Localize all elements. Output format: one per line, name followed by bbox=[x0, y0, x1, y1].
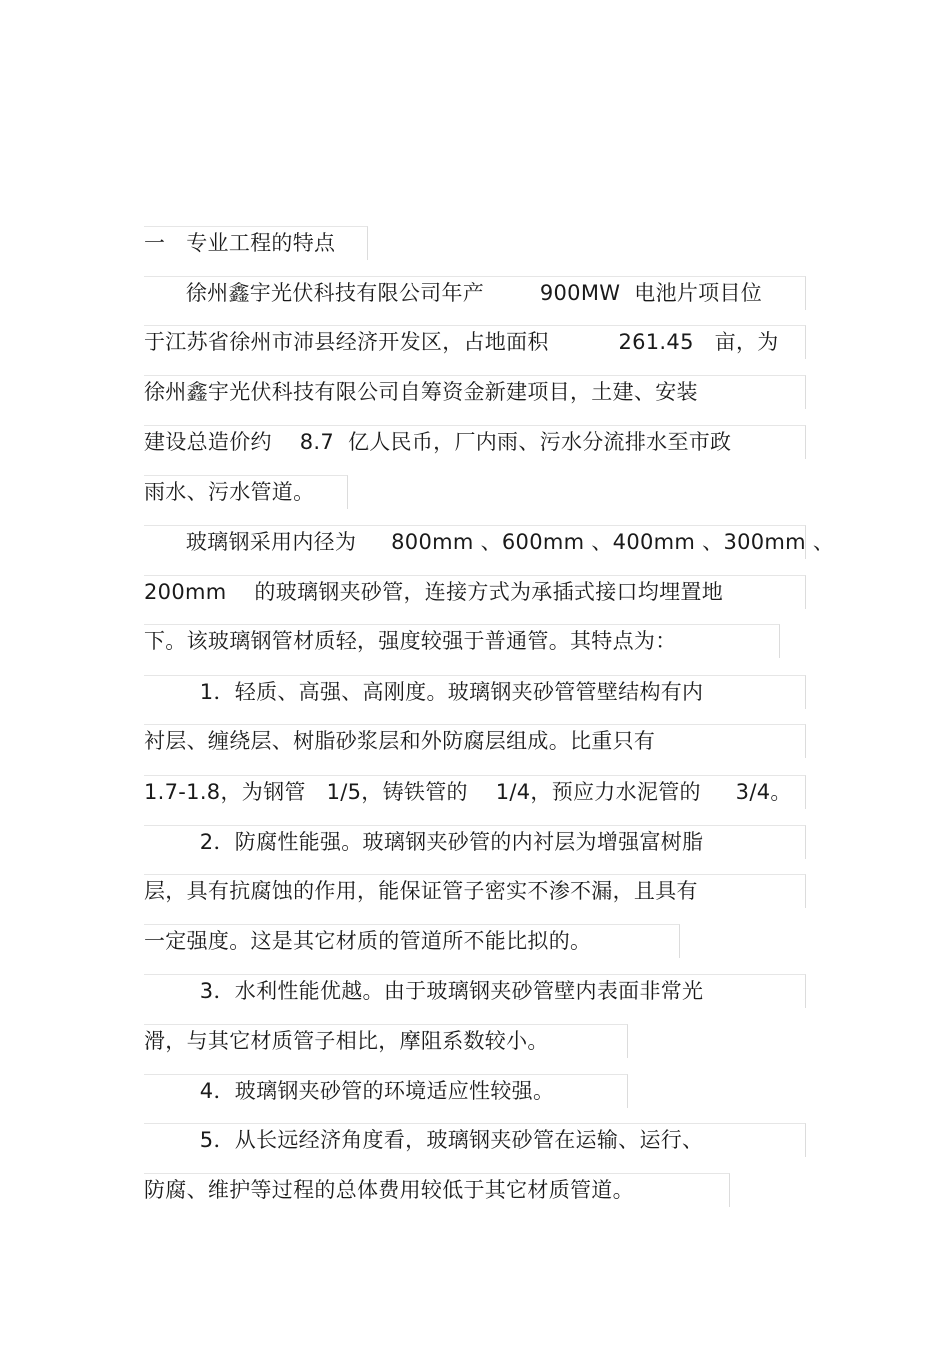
paragraph-line: 徐州鑫宇光伏科技有限公司自筹资金新建项目，土建、安装 bbox=[144, 380, 698, 404]
list-item-line: 4．玻璃钢夹砂管的环境适应性较强。 bbox=[144, 1079, 555, 1103]
paragraph-line: 雨水、污水管道。 bbox=[144, 480, 315, 504]
list-item-line: 5．从长远经济角度看，玻璃钢夹砂管在运输、运行、 bbox=[144, 1128, 704, 1152]
paragraph-line: 于江苏省徐州市沛县经济开发区，占地面积 261.45 亩，为 bbox=[144, 330, 779, 354]
section-heading: 一 专业工程的特点 bbox=[144, 231, 336, 255]
list-item-line: 1.7-1.8，为钢管 1/5，铸铁管的 1/4，预应力水泥管的 3/4。 bbox=[144, 780, 792, 804]
paragraph-line: 200mm 的玻璃钢夹砂管，连接方式为承插式接口均埋置地 bbox=[144, 580, 723, 604]
list-item-line: 2．防腐性能强。玻璃钢夹砂管的内衬层为增强富树脂 bbox=[144, 830, 704, 854]
paragraph-line: 徐州鑫宇光伏科技有限公司年产 900MW 电池片项目位 bbox=[144, 281, 763, 305]
list-item-line: 层，具有抗腐蚀的作用，能保证管子密实不渗不漏，且具有 bbox=[144, 879, 698, 903]
list-item-line: 防腐、维护等过程的总体费用较低于其它材质管道。 bbox=[144, 1178, 634, 1202]
list-item-line: 3．水利性能优越。由于玻璃钢夹砂管壁内表面非常光 bbox=[144, 979, 704, 1003]
list-item-line: 衬层、缠绕层、树脂砂浆层和外防腐层组成。比重只有 bbox=[144, 729, 656, 753]
paragraph-line: 下。该玻璃钢管材质轻，强度较强于普通管。其特点为： bbox=[144, 629, 677, 653]
paragraph-line: 建设总造价约 8.7 亿人民币，厂内雨、污水分流排水至市政 bbox=[144, 430, 732, 454]
list-item-line: 1．轻质、高强、高刚度。玻璃钢夹砂管管壁结构有内 bbox=[144, 680, 704, 704]
list-item-line: 滑，与其它材质管子相比，摩阻系数较小。 bbox=[144, 1029, 549, 1053]
paragraph-line: 玻璃钢采用内径为 800mm 、600mm 、400mm 、300mm 、 bbox=[144, 530, 835, 554]
list-item-line: 一定强度。这是其它材质的管道所不能比拟的。 bbox=[144, 929, 592, 953]
